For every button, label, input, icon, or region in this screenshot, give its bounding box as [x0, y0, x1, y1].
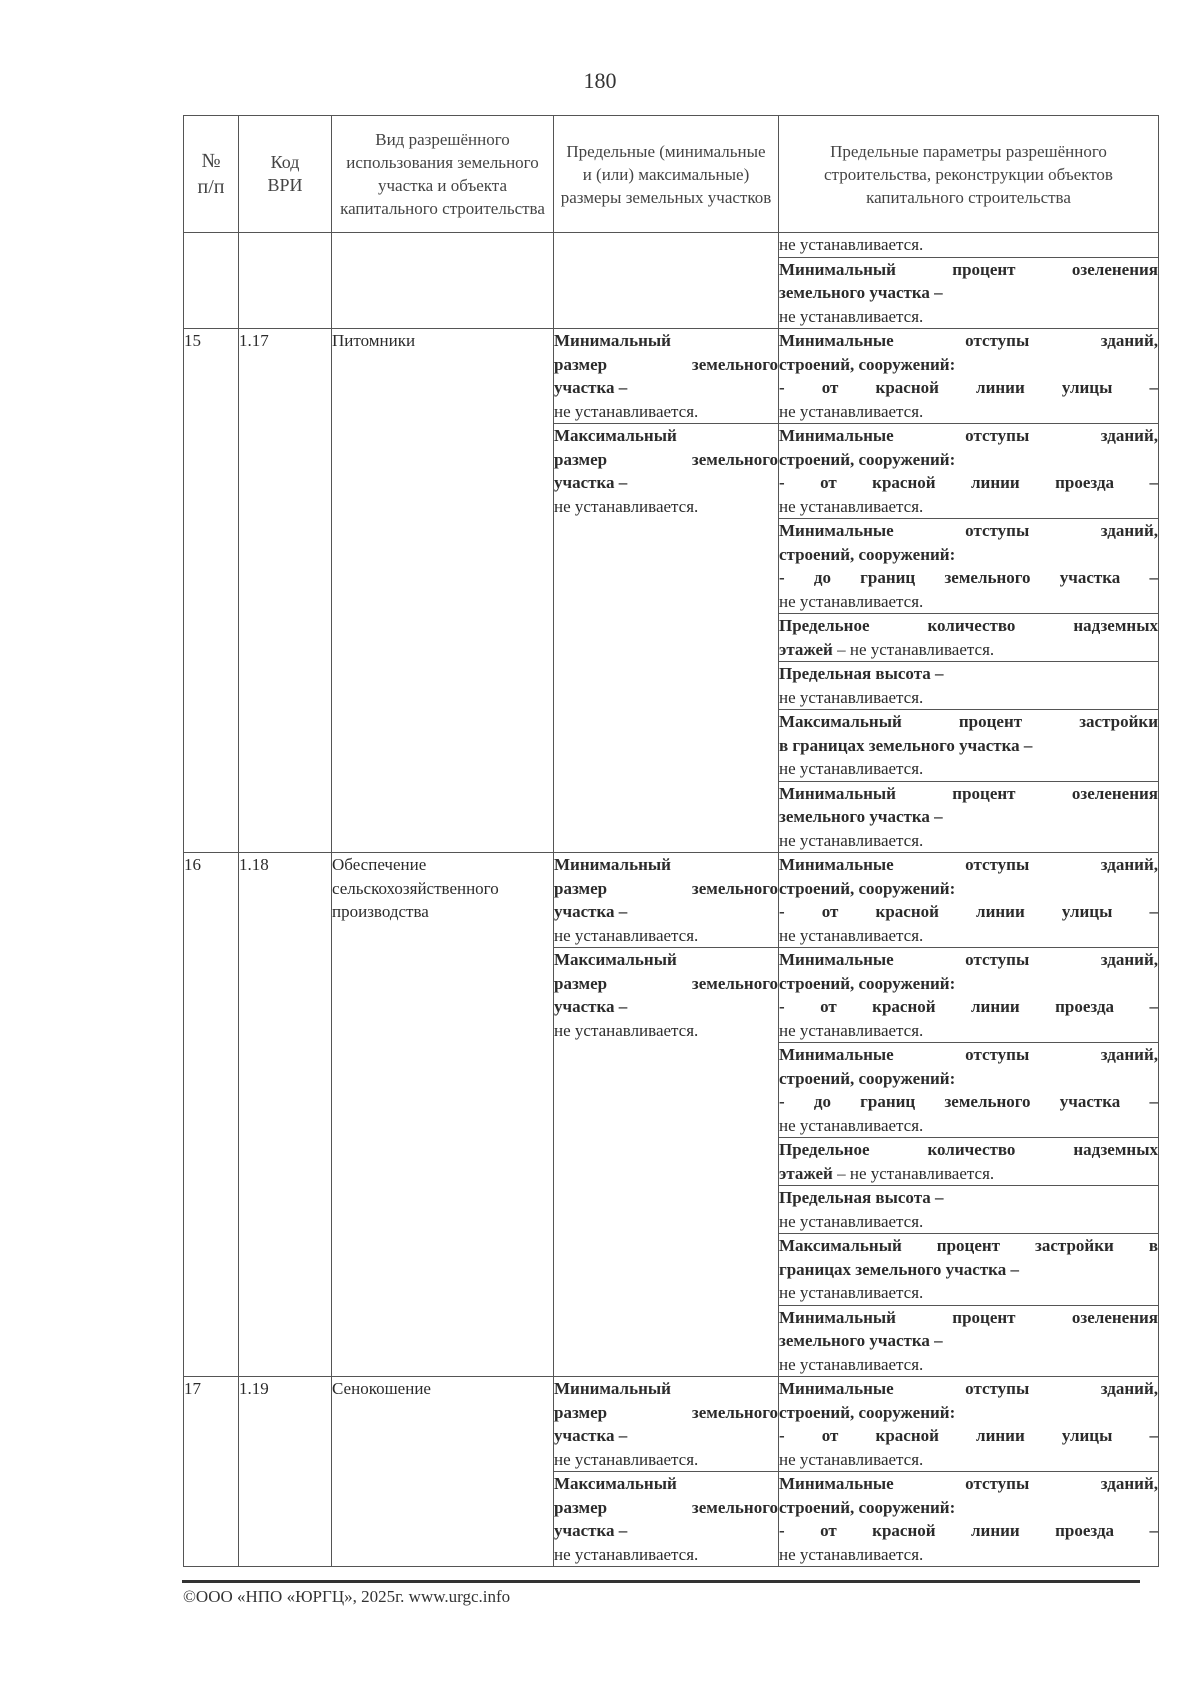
cell-num — [184, 233, 239, 329]
size-text: не устанавливается. — [554, 925, 699, 945]
param-text: не устанавливается. — [779, 401, 924, 421]
param-item — [779, 424, 1158, 519]
header-code-label: Код ВРИ — [267, 152, 303, 195]
params-list — [779, 329, 1158, 852]
param-text: Минимальные отступы зданий, — [779, 1474, 1158, 1493]
param-text: Максимальный процент застройки в — [779, 1236, 1158, 1255]
param-item — [779, 1234, 1158, 1306]
header-num — [184, 116, 239, 233]
size-text: не устанавливается. — [554, 1020, 699, 1040]
param-text: этажей — [779, 639, 833, 659]
footer-copyright: ©ООО «НПО «ЮРГЦ», 2025г. www.urgc.info — [183, 1587, 511, 1606]
param-text: - до границ земельного участка – — [779, 568, 1158, 587]
cell-params — [779, 233, 1159, 329]
page-number: 180 — [583, 68, 617, 93]
param-item — [779, 233, 1158, 257]
param-text: строений, сооружений: — [779, 354, 956, 374]
size-text: не устанавливается. — [554, 496, 699, 516]
param-text: - от красной линии улицы – — [779, 378, 1158, 397]
param-text: Минимальные отступы зданий, — [779, 331, 1158, 350]
size-text: Минимальный — [554, 331, 671, 350]
size-text: участка – — [554, 997, 628, 1016]
size-text: размер земельного — [554, 973, 778, 993]
param-item — [779, 1377, 1158, 1472]
param-text: Минимальные отступы зданий, — [779, 426, 1158, 445]
param-text: не устанавливается. — [779, 830, 924, 850]
param-item — [779, 614, 1158, 662]
param-text: - от красной линии улицы – — [779, 1426, 1158, 1445]
param-text: - от красной линии проезда – — [779, 1521, 1158, 1540]
param-text: земельного участка – — [779, 283, 943, 302]
header-code — [239, 116, 332, 233]
cell-code: 1.19 — [239, 1377, 332, 1567]
cell-use — [332, 233, 554, 329]
param-text: не устанавливается. — [779, 759, 924, 778]
cell-size — [554, 1377, 779, 1567]
size-text: не устанавливается. — [554, 1544, 699, 1564]
param-text: строений, сооружений: — [779, 544, 956, 564]
param-text: не устанавливается. — [779, 687, 924, 707]
param-text: Максимальный процент застройки — [779, 712, 1158, 731]
param-text: Минимальные отступы зданий, — [779, 855, 1158, 874]
param-text: в границах земельного участка – — [779, 735, 1033, 755]
table-row — [184, 853, 1159, 1377]
table-header-row — [184, 116, 1159, 233]
param-item — [779, 1186, 1158, 1234]
param-text: не устанавливается. — [779, 1544, 924, 1564]
param-text: строений, сооружений: — [779, 1497, 956, 1517]
param-item — [779, 1305, 1158, 1376]
param-text: земельного участка – — [779, 807, 943, 826]
params-list — [779, 1377, 1158, 1566]
size-item-max — [554, 948, 778, 1043]
table-row — [184, 329, 1159, 853]
param-text: земельного участка – — [779, 1331, 943, 1350]
size-text: Максимальный — [554, 950, 677, 969]
param-text: не устанавливается. — [779, 496, 924, 516]
param-text: границах земельного участка – — [779, 1259, 1019, 1279]
size-list — [554, 329, 778, 518]
header-size: Предельные (минимальные и (или) максимальные) размеры земельных участков — [554, 116, 779, 233]
param-text: - от красной линии улицы – — [779, 902, 1158, 921]
size-text: Минимальный — [554, 1379, 671, 1398]
size-text: размер земельного — [554, 354, 778, 374]
cell-use: Сенокошение — [332, 1377, 554, 1567]
param-item — [779, 662, 1158, 710]
param-text: не устанавливается. — [779, 1354, 924, 1374]
param-text: - от красной линии проезда – — [779, 473, 1158, 492]
param-text: строений, сооружений: — [779, 878, 956, 898]
param-text: – не устанавливается. — [832, 639, 995, 659]
param-text: Минимальный процент озеленения — [779, 1307, 1158, 1327]
param-item — [779, 1138, 1158, 1186]
param-text: этажей — [779, 1163, 833, 1183]
size-text: участка – — [554, 1426, 628, 1445]
param-item — [779, 1472, 1158, 1567]
regulation-table — [183, 115, 1159, 1567]
param-text: Предельная высота – — [779, 664, 944, 683]
param-text: - до границ земельного участка – — [779, 1092, 1158, 1111]
param-text: не устанавливается. — [779, 1211, 924, 1231]
param-item — [779, 329, 1158, 424]
size-text: участка – — [554, 378, 628, 397]
size-text: не устанавливается. — [554, 1449, 699, 1469]
cell-params — [779, 329, 1159, 853]
param-item — [779, 519, 1158, 614]
cell-num: 15 — [184, 329, 239, 853]
param-text: – не устанавливается. — [832, 1163, 995, 1183]
param-text: не устанавливается. — [779, 1283, 924, 1302]
cell-use: Обеспечение сельскохозяйственного производства — [332, 853, 554, 1377]
size-list — [554, 1377, 778, 1566]
params-list — [779, 233, 1158, 328]
param-text: не устанавливается. — [779, 925, 924, 945]
cell-code — [239, 233, 332, 329]
cell-num: 17 — [184, 1377, 239, 1567]
footer-rule — [182, 1580, 1140, 1583]
param-text: - от красной линии проезда – — [779, 997, 1158, 1016]
cell-use: Питомники — [332, 329, 554, 853]
cell-params — [779, 853, 1159, 1377]
param-text: Предельная высота – — [779, 1188, 944, 1207]
param-text: строений, сооружений: — [779, 449, 956, 469]
param-text: Предельное количество надземных — [779, 1140, 1158, 1159]
size-item-min — [554, 329, 778, 424]
param-item — [779, 257, 1158, 328]
size-text: размер земельного — [554, 1497, 778, 1517]
param-text: Минимальные отступы зданий, — [779, 1379, 1158, 1398]
header-params: Предельные параметры разрешённого строительства, реконструкции объектов капитального строительства — [779, 116, 1159, 233]
param-text: не устанавливается. — [779, 1020, 924, 1040]
param-text: не устанавливается. — [779, 306, 924, 326]
size-text: участка – — [554, 1521, 628, 1540]
cell-code: 1.18 — [239, 853, 332, 1377]
param-text: Минимальный процент озеленения — [779, 783, 1158, 803]
param-item — [779, 853, 1158, 948]
size-item-min — [554, 853, 778, 948]
param-item — [779, 781, 1158, 852]
param-item — [779, 710, 1158, 782]
cell-size — [554, 329, 779, 853]
size-text: размер земельного — [554, 1402, 778, 1422]
param-text: не устанавливается. — [779, 1115, 924, 1135]
param-text: не устанавливается. — [779, 1449, 924, 1469]
header-use: Вид разрешённого использования земельного участка и объекта капитального строительства — [332, 116, 554, 233]
cell-size — [554, 233, 779, 329]
size-text: Минимальный — [554, 855, 671, 874]
param-text: строений, сооружений: — [779, 1402, 956, 1422]
size-text: размер земельного — [554, 878, 778, 898]
cell-params — [779, 1377, 1159, 1567]
param-text: не устанавливается. — [779, 235, 924, 254]
param-text: Предельное количество надземных — [779, 616, 1158, 635]
param-item — [779, 1043, 1158, 1138]
cell-code: 1.17 — [239, 329, 332, 853]
size-text: не устанавливается. — [554, 401, 699, 421]
size-item-min — [554, 1377, 778, 1472]
size-text: размер земельного — [554, 449, 778, 469]
size-text: участка – — [554, 473, 628, 492]
param-text: Минимальные отступы зданий, — [779, 521, 1158, 540]
cell-size — [554, 853, 779, 1377]
param-text: Минимальные отступы зданий, — [779, 1045, 1158, 1064]
size-text: участка – — [554, 902, 628, 921]
table-row — [184, 1377, 1159, 1567]
size-item-max — [554, 1472, 778, 1567]
size-item-max — [554, 424, 778, 519]
param-text: Минимальный процент озеленения — [779, 259, 1158, 279]
header-num-label: № п/п — [197, 150, 225, 198]
size-list — [554, 853, 778, 1042]
size-text: Максимальный — [554, 426, 677, 445]
size-text: Максимальный — [554, 1474, 677, 1493]
param-text: не устанавливается. — [779, 591, 924, 611]
cell-num: 16 — [184, 853, 239, 1377]
param-item — [779, 948, 1158, 1043]
param-text: Минимальные отступы зданий, — [779, 950, 1158, 969]
param-text: строений, сооружений: — [779, 1068, 956, 1088]
params-list — [779, 853, 1158, 1376]
param-text: строений, сооружений: — [779, 973, 956, 993]
table-row — [184, 233, 1159, 329]
